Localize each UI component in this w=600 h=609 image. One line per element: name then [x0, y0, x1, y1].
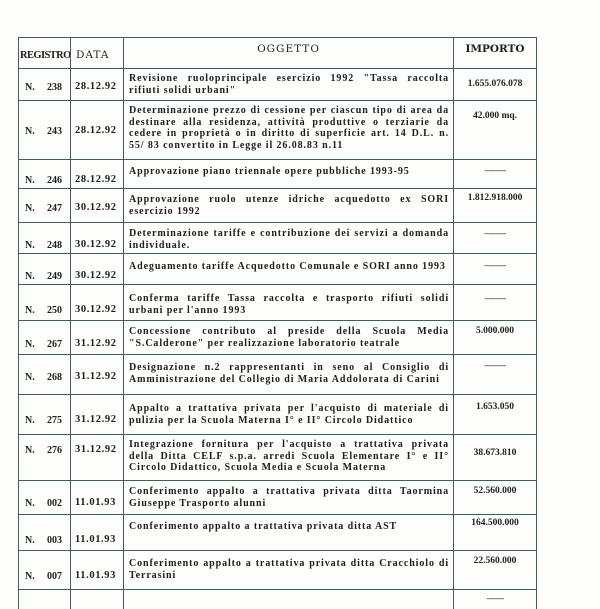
table-row [18, 394, 537, 434]
registro-cell [18, 160, 70, 188]
row-date: 28.12.92 [75, 174, 117, 185]
registro-cell [18, 223, 70, 253]
oggetto-cell [123, 160, 453, 188]
oggetto-cell [123, 285, 453, 320]
table-row [18, 284, 537, 320]
registro-prefix: N. [25, 175, 35, 186]
row-date: 31.12.92 [75, 371, 117, 382]
registro-prefix: N. [25, 271, 35, 282]
registro-num: 003 [47, 535, 62, 546]
row-oggetto: Determinazione tariffe e contribuzione dei servizi a domanda individuale. [129, 228, 449, 251]
importo-cell [453, 101, 537, 159]
row-date: 30.12.92 [75, 239, 117, 250]
row-oggetto: Designazione n.2 rappresentanti in seno al Consiglio di Amministrazione del Collegio di Maria Addolorata di Carini [129, 362, 449, 385]
oggetto-cell [123, 69, 453, 100]
table-row [18, 188, 537, 222]
importo-cell [453, 355, 537, 394]
table-row [18, 514, 537, 550]
registro-num: 247 [47, 203, 62, 214]
table-row [18, 159, 537, 188]
registro-prefix: N. [25, 535, 35, 546]
row-date: 31.12.92 [75, 444, 117, 455]
row-date: 31.12.92 [75, 414, 117, 425]
row-oggetto: Conferma tariffe Tassa raccolta e trasporto rifiuti solidi urbani per l'anno 1993 [129, 293, 449, 316]
row-oggetto: Conferimento appalto a trattativa privata ditta Cracchiolo di Terrasini [129, 558, 449, 581]
oggetto-cell [123, 189, 453, 222]
data-cell [70, 189, 123, 222]
row-oggetto: Concessione contributo al preside della Scuola Media "S.Calderone" per realizzazione laboratorio teatrale [129, 326, 449, 349]
data-cell [70, 515, 123, 550]
data-cell [70, 551, 123, 589]
header-importo-cell [453, 38, 537, 68]
registro-num: 276 [47, 445, 62, 456]
importo-cell [453, 515, 537, 550]
header-data: DATA [76, 49, 110, 61]
oggetto-cell [123, 551, 453, 589]
registro-number [25, 271, 62, 282]
registro-prefix: N. [25, 82, 35, 93]
registro-num: 248 [47, 240, 62, 251]
oggetto-cell [123, 481, 453, 514]
registro-number [25, 498, 62, 509]
row-importo: 42.000 mq. [472, 111, 518, 121]
oggetto-cell [123, 321, 453, 354]
registro-prefix: N. [25, 571, 35, 582]
table-row [18, 253, 537, 284]
registro-number [25, 445, 62, 456]
data-cell [70, 223, 123, 253]
registro-num: 250 [47, 305, 62, 316]
row-importo: 5.000.000 [476, 326, 514, 336]
registro-cell [18, 321, 70, 354]
importo-cell [453, 435, 537, 480]
registro-num: 238 [47, 82, 62, 93]
data-cell [70, 435, 123, 480]
importo-cell [453, 189, 537, 222]
oggetto-cell [123, 515, 453, 550]
row-date: 30.12.92 [75, 202, 117, 213]
importo-cell [453, 223, 537, 253]
registro-number [25, 415, 62, 426]
table-row [18, 100, 537, 159]
registro-num: 243 [47, 126, 62, 137]
row-oggetto: Integrazione fornitura per l'acquisto a trattativa privata della Ditta CELF s.p.a. arredi Scuola Elementare I° e II° Circolo Didattico, Scuola Media e Scuola Materna [129, 439, 449, 473]
importo-cell [453, 69, 537, 100]
registro-number [25, 339, 62, 350]
row-oggetto: Conferimento appalto a trattativa privata ditta AST [129, 521, 398, 532]
row-importo: ---------- [484, 294, 506, 303]
registro-prefix: N. [25, 203, 35, 214]
row-date: 30.12.92 [75, 270, 117, 281]
registro-number [25, 305, 62, 316]
registro-cell [18, 101, 70, 159]
table-header-row [18, 37, 537, 68]
registro-number [25, 372, 62, 383]
oggetto-cell [123, 435, 453, 480]
data-cell [70, 285, 123, 320]
importo-cell [453, 395, 537, 434]
table-row-partial [18, 589, 537, 609]
row-importo: ---------- [484, 166, 506, 175]
data-cell [70, 481, 123, 514]
data-cell [70, 321, 123, 354]
registro-prefix: N. [25, 305, 35, 316]
data-cell [70, 160, 123, 188]
header-oggetto-cell [123, 38, 453, 68]
header-oggetto: OGGETTO [257, 43, 320, 55]
row-importo: -------- [486, 594, 504, 603]
row-importo: 22.560.000 [473, 556, 517, 566]
importo-cell [453, 285, 537, 320]
row-date: 11.01.93 [75, 570, 116, 581]
registro-num: 249 [47, 271, 62, 282]
registro-cell [18, 355, 70, 394]
header-importo: IMPORTO [465, 43, 525, 55]
registro-prefix: N. [25, 240, 35, 251]
oggetto-cell [123, 355, 453, 394]
row-importo: 52.560.000 [473, 486, 517, 496]
registro-num: 246 [47, 175, 62, 186]
registro-prefix: N. [25, 498, 35, 509]
registro-cell [18, 189, 70, 222]
row-oggetto: Appalto a trattativa privata per l'acquisto di materiale di pulizia per la Scuola Materna I° e II° Circolo Didattico [129, 403, 449, 426]
row-importo: 1.655.076.078 [467, 79, 523, 89]
row-oggetto: Determinazione prezzo di cessione per ciascun tipo di area da destinare alla residenza, attività produttive o terziarie da cedere in proprietà o in diritto di superficie art. 14 D.L. n. 55/ 83 convertito in Legge il 26.08.83 n.11 [129, 105, 449, 151]
registro-number [25, 535, 62, 546]
registro-num: 275 [47, 415, 62, 426]
row-date: 11.01.93 [75, 534, 116, 545]
registro-cell [18, 435, 70, 480]
row-importo: 1.653.050 [476, 402, 514, 412]
row-date: 30.12.92 [75, 304, 117, 315]
table-row [18, 222, 537, 253]
oggetto-cell [123, 395, 453, 434]
row-importo: 1.812.918.000 [467, 193, 523, 203]
row-importo: 164.500.000 [471, 518, 519, 528]
data-cell [70, 395, 123, 434]
registro-prefix: N. [25, 445, 35, 456]
header-registro-cell [18, 38, 70, 68]
importo-cell [453, 160, 537, 188]
registro-cell [18, 515, 70, 550]
table-row [18, 480, 537, 514]
registro-number [25, 240, 62, 251]
registro-cell [18, 551, 70, 589]
registro-cell [18, 69, 70, 100]
header-data-cell [70, 38, 123, 68]
registro-num: 268 [47, 372, 62, 383]
oggetto-cell [123, 223, 453, 253]
data-cell [70, 355, 123, 394]
row-date: 28.12.92 [75, 81, 117, 92]
table-row [18, 550, 537, 589]
row-importo: ---------- [484, 361, 506, 370]
importo-cell [453, 321, 537, 354]
oggetto-cell [123, 101, 453, 159]
registro-num: 007 [47, 571, 62, 582]
importo-cell [453, 254, 537, 284]
registro-cell [18, 254, 70, 284]
table-row [18, 320, 537, 354]
registro-cell [18, 285, 70, 320]
table-row [18, 434, 537, 480]
importo-cell [453, 551, 537, 589]
registro-number [25, 126, 62, 137]
registro-num: 267 [47, 339, 62, 350]
data-cell [70, 101, 123, 159]
table-row [18, 354, 537, 394]
registro-prefix: N. [25, 415, 35, 426]
data-cell [70, 254, 123, 284]
registro-number [25, 203, 62, 214]
row-oggetto: Conferimento appalto a trattativa privata ditta Taormina Giuseppe Trasporto alunni [129, 486, 449, 509]
row-oggetto: Adeguamento tariffe Acquedotto Comunale e SORI anno 1993 [129, 261, 446, 272]
registro-number [25, 571, 62, 582]
row-oggetto: Revisione ruoloprincipale esercizio 1992 "Tassa raccolta rifiuti solidi urbani" [129, 73, 449, 96]
registro-prefix: N. [25, 339, 35, 350]
importo-cell [453, 481, 537, 514]
registro-prefix: N. [25, 126, 35, 137]
row-oggetto: Approvazione ruolo utenze idriche acquedotto ex SORI esercizio 1992 [129, 194, 449, 217]
row-importo: ---------- [484, 261, 506, 270]
registro-number [25, 82, 62, 93]
registro-prefix: N. [25, 372, 35, 383]
registro-cell [18, 481, 70, 514]
row-date: 11.01.93 [75, 497, 116, 508]
row-date: 31.12.92 [75, 338, 117, 349]
registro-num: 002 [47, 498, 62, 509]
table-row [18, 68, 537, 100]
data-cell [70, 69, 123, 100]
row-oggetto: Approvazione piano triennale opere pubbliche 1993-95 [129, 166, 410, 177]
registro-cell [18, 395, 70, 434]
oggetto-cell [123, 254, 453, 284]
registro-number [25, 175, 62, 186]
row-importo: 38.673.810 [473, 448, 517, 458]
row-date: 28.12.92 [75, 125, 117, 136]
row-importo: ---------- [484, 229, 506, 238]
header-registro: REGISTRO [20, 50, 71, 61]
